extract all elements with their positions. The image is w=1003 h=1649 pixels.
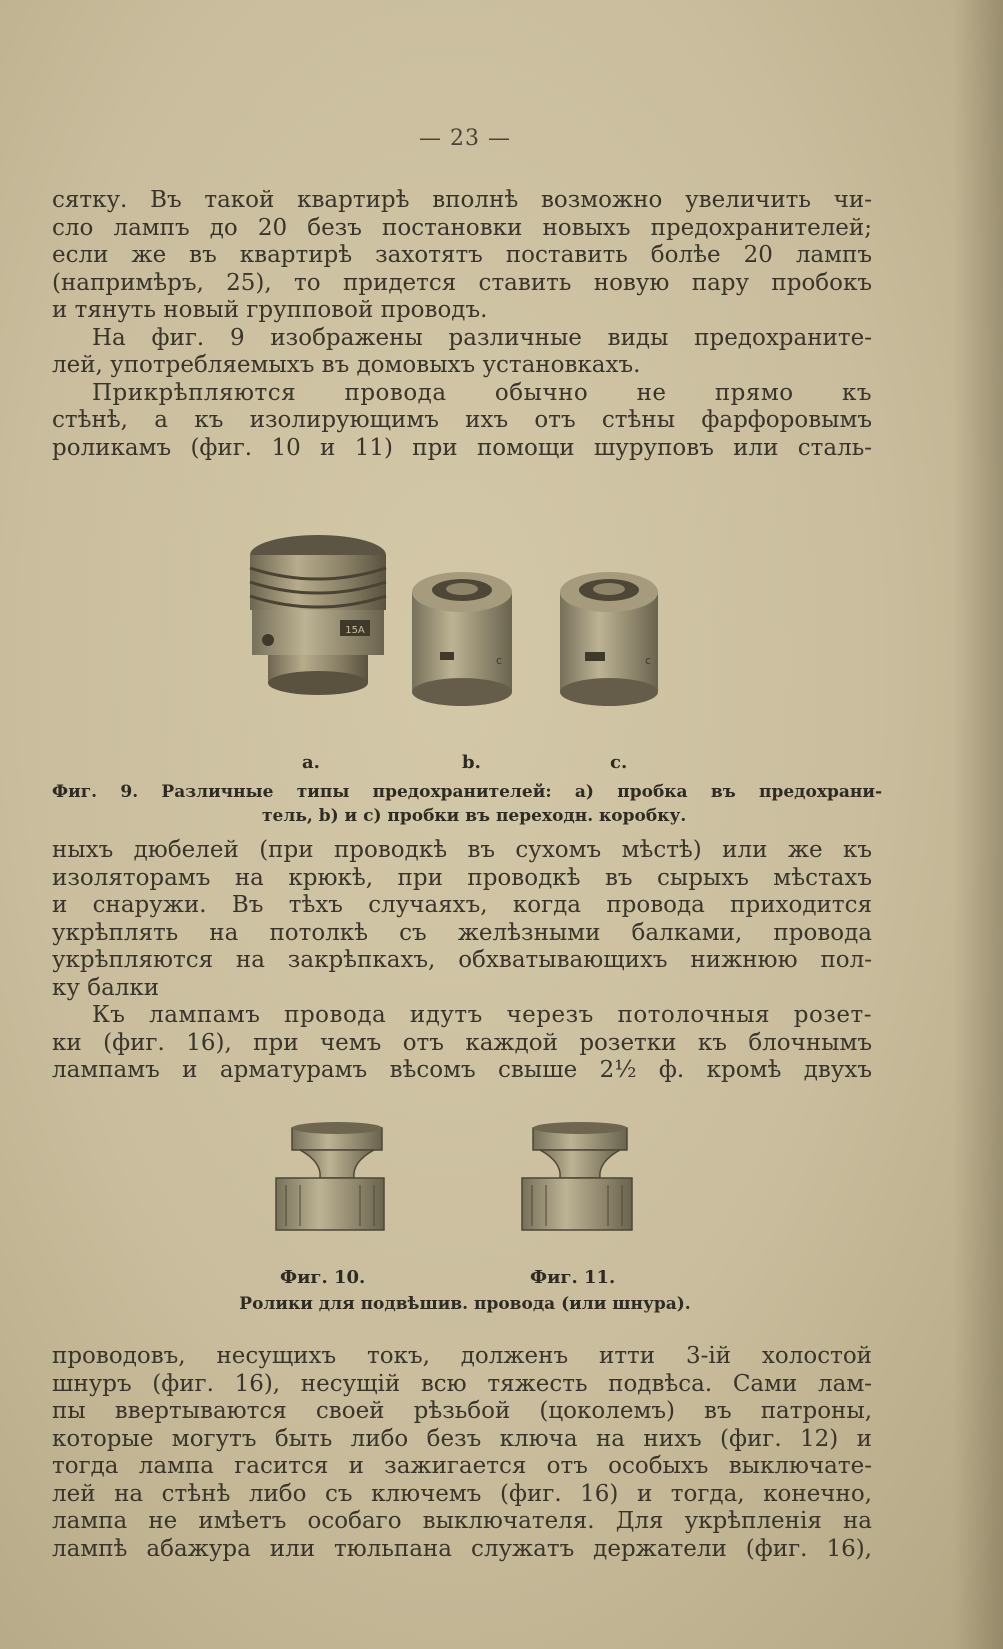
svg-text:15A: 15A bbox=[345, 625, 365, 636]
fig11-label: Фиг. 11. bbox=[530, 1267, 616, 1288]
text-line: пы ввертываются своей рѣзьбой (цоколемъ) въ патроны, bbox=[52, 1398, 872, 1424]
text-block-middle bbox=[52, 837, 872, 1085]
fuse-plug-c-image bbox=[560, 572, 658, 706]
text-line: которые могутъ быть либо безъ ключа на нихъ (фиг. 12) и bbox=[52, 1425, 872, 1452]
text-line: (напримѣръ, 25), то придется ставить новую пару пробокъ bbox=[52, 269, 872, 296]
text-line: тогда лампа гасится и зажигается отъ особыхъ выключате- bbox=[52, 1453, 872, 1479]
text-line: лей на стѣнѣ либо съ ключемъ (фиг. 16) и тогда, конечно, bbox=[52, 1480, 872, 1507]
fuse-plug-a-image bbox=[250, 535, 386, 695]
text-line: и тянуть новый групповой проводъ. bbox=[52, 297, 488, 323]
text-line: лей, употребляемыхъ въ домовыхъ установкахъ. bbox=[52, 352, 641, 378]
insulator-fig11-image bbox=[522, 1122, 632, 1230]
fig10-label: Фиг. 10. bbox=[280, 1267, 366, 1288]
text-line: роликамъ (фиг. 10 и 11) при помощи шуруповъ или сталь- bbox=[52, 434, 872, 461]
text-block-bottom bbox=[52, 1343, 872, 1563]
fig9-caption bbox=[52, 780, 882, 828]
text-line: укрѣпляются на закрѣпкахъ, обхватывающихъ нижнюю пол- bbox=[52, 947, 872, 973]
fig10-11-caption: Ролики для подвѣшив. провода (или шнура). bbox=[239, 1294, 691, 1314]
text-line: Къ лампамъ провода идутъ черезъ потолочныя розет- bbox=[92, 1002, 872, 1028]
text-line: проводовъ, несущихъ токъ, долженъ итти 3-ій холостой bbox=[52, 1343, 872, 1369]
text-line: На фиг. 9 изображены различные виды предохраните- bbox=[92, 324, 872, 351]
svg-text:c: c bbox=[496, 654, 503, 667]
text-line: шнуръ (фиг. 16), несущій всю тяжесть подвѣса. Сами лам- bbox=[52, 1370, 872, 1397]
fig9-caption-line: Фиг. 9. Различные типы предохранителей: а) пробка въ предохрани- bbox=[52, 782, 882, 802]
page-number: — 23 — bbox=[419, 126, 511, 151]
text-line: ки (фиг. 16), при чемъ отъ каждой розетки къ блочнымъ bbox=[52, 1029, 872, 1056]
text-line: ныхъ дюбелей (при проводкѣ въ сухомъ мѣстѣ) или же къ bbox=[52, 837, 872, 863]
text-line: сло лампъ до 20 безъ постановки новыхъ предохранителей; bbox=[52, 214, 872, 241]
svg-text:c: c bbox=[645, 654, 652, 667]
text-line: укрѣплять на потолкѣ съ желѣзными балками, провода bbox=[52, 919, 872, 946]
fig9-caption-line: тель, b) и c) пробки въ переходн. коробку. bbox=[262, 806, 687, 826]
text-line: если же въ квартирѣ захотятъ поставить болѣе 20 лампъ bbox=[52, 242, 872, 268]
text-line: и снаружи. Въ тѣхъ случаяхъ, когда провода приходится bbox=[52, 892, 872, 918]
text-line: лампамъ и арматурамъ вѣсомъ свыше 2½ ф. кромѣ двухъ bbox=[52, 1057, 872, 1083]
fig9-letter-c: c. bbox=[610, 752, 628, 773]
text-line: стѣнѣ, а къ изолирующимъ ихъ отъ стѣны фарфоровымъ bbox=[52, 407, 872, 433]
insulator-fig10-image bbox=[276, 1122, 384, 1230]
text-line: Прикрѣпляются провода обычно не прямо къ bbox=[92, 379, 872, 406]
text-line: лампа не имѣетъ особаго выключателя. Для укрѣпленія на bbox=[52, 1508, 872, 1534]
text-line: ку балки bbox=[52, 974, 160, 1001]
fuse-plug-b-image bbox=[412, 572, 512, 706]
fig9-letter-b: b. bbox=[462, 752, 481, 773]
text-line: сятку. Въ такой квартирѣ вполнѣ возможно увеличить чи- bbox=[52, 187, 872, 213]
text-line: изоляторамъ на крюкѣ, при проводкѣ въ сырыхъ мѣстахъ bbox=[52, 864, 872, 891]
fig9-letter-a: a. bbox=[302, 752, 320, 773]
text-line: лампѣ абажура или тюльпана служатъ держатели (фиг. 16), bbox=[52, 1535, 872, 1562]
